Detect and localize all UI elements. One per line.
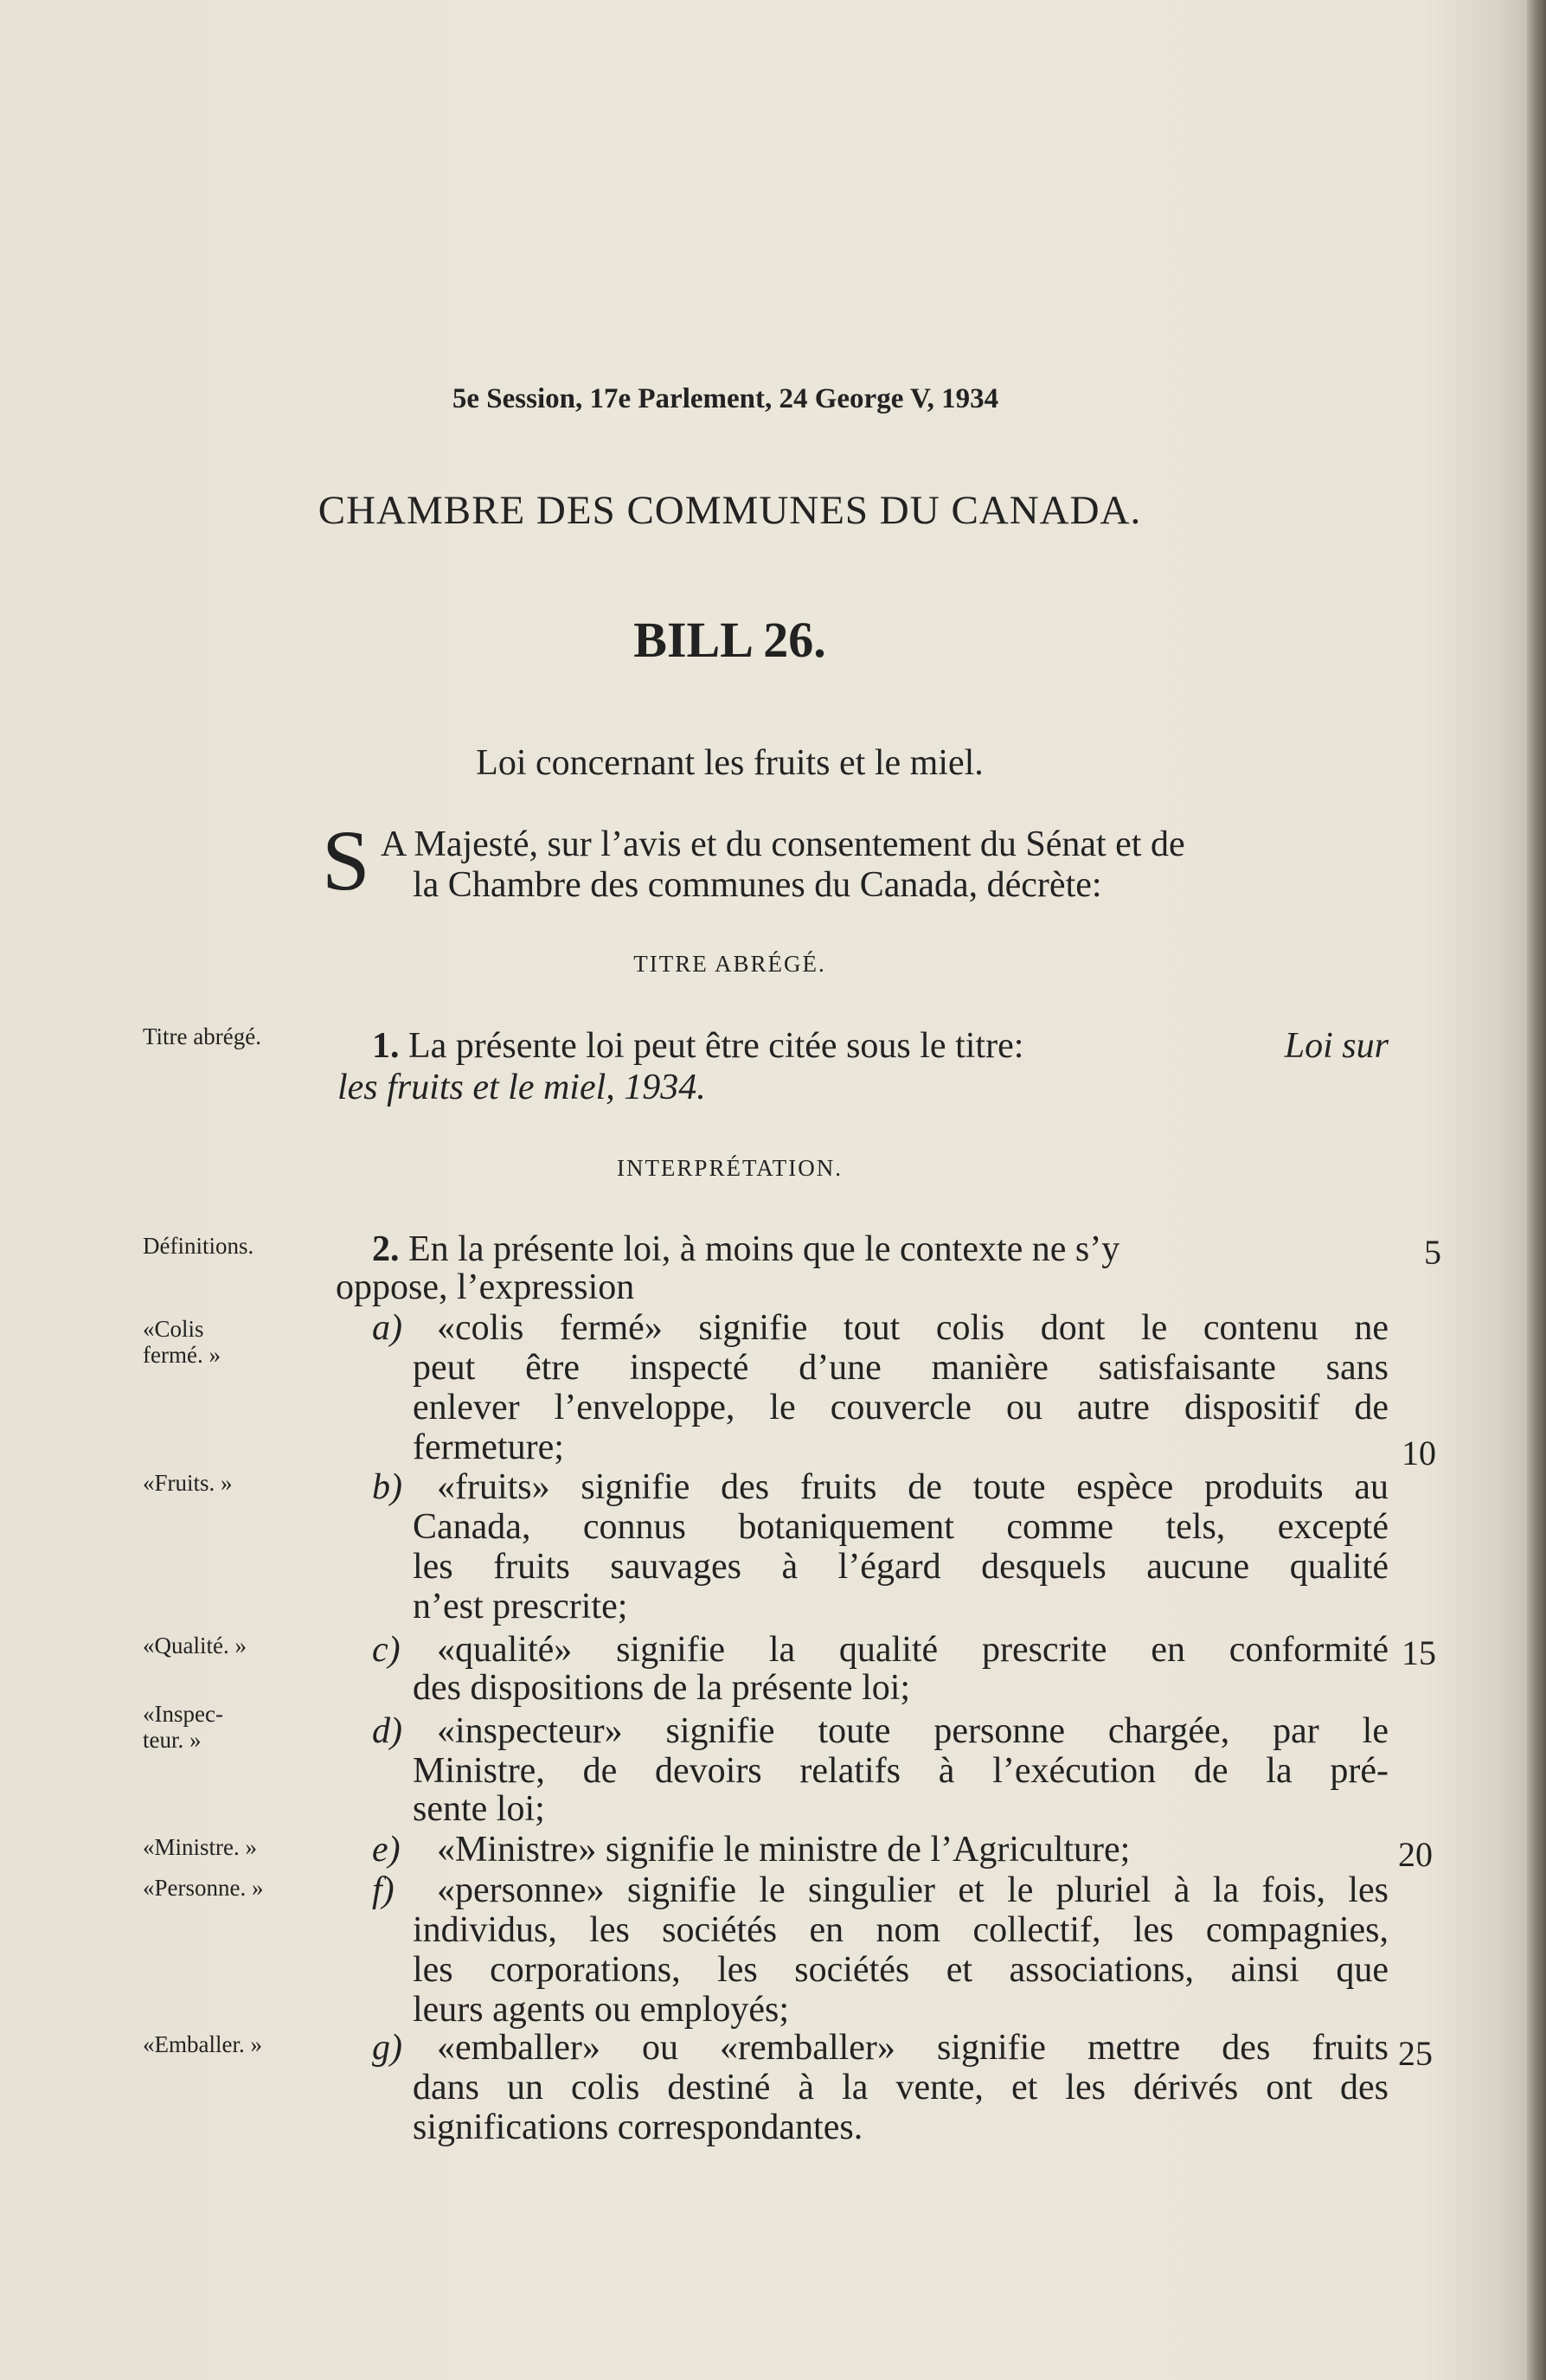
margin-note-line: «Personne. »: [143, 1875, 264, 1901]
house-title: CHAMBRE DES COMMUNES DU CANADA.: [318, 488, 1142, 533]
definition-a-letter: a): [372, 1308, 402, 1348]
section-2-line-1: [372, 1229, 1389, 1269]
definition-a-line-4: fermeture;: [413, 1427, 564, 1467]
line-number-20: 20: [1398, 1835, 1433, 1874]
bill-subtitle: Loi concernant les fruits et le miel.: [476, 743, 984, 783]
definition-b-line-1: «fruits» signifie des fruits de toute espèce produits au: [437, 1467, 1389, 1507]
page-edge-shadow: [1527, 0, 1546, 2380]
definition-e-letter: e): [372, 1830, 401, 1870]
definition-a-line-1: «colis fermé» signifie tout colis dont le contenu ne: [437, 1308, 1389, 1348]
definition-c-letter: c): [372, 1630, 401, 1670]
margin-note-colis: [143, 1316, 221, 1368]
section-2-text: En la présente loi, à moins que le contexte ne s’y: [408, 1229, 1120, 1269]
bill-number: BILL 26.: [633, 612, 826, 668]
definition-b-line-3: les fruits sauvages à l’égard desquels aucune qualité: [413, 1547, 1389, 1587]
section-1-line-2: les fruits et le miel, 1934.: [337, 1068, 706, 1107]
margin-note-line: «Ministre. »: [143, 1834, 257, 1860]
margin-note-ministre: [143, 1834, 257, 1860]
definition-d-line-1: «inspecteur» signifie toute personne chargée, par le: [437, 1711, 1389, 1751]
margin-note-emballer: [143, 2031, 262, 2057]
definition-f-line-3: les corporations, les sociétés et associations, ainsi que: [413, 1950, 1389, 1990]
definition-b-line-2: Canada, connus botaniquement comme tels, excepté: [413, 1507, 1389, 1547]
heading-titre-abrege: TITRE ABRÉGÉ.: [633, 951, 826, 977]
preamble-line-1: A Majesté, sur l’avis et du consentement du Sénat et de: [381, 824, 1185, 864]
margin-note-definitions: Définitions.: [143, 1233, 254, 1259]
line-number-10: 10: [1402, 1434, 1436, 1472]
margin-note-line: «Emballer. »: [143, 2031, 262, 2057]
margin-note-personne: [143, 1875, 263, 1901]
definition-f-line-4: leurs agents ou employés;: [413, 1990, 790, 2030]
session-line: 5e Session, 17e Parlement, 24 George V, 1934: [452, 383, 999, 414]
definition-g-line-2: dans un colis destiné à la vente, et les dérivés ont des: [413, 2068, 1389, 2107]
margin-note-line: fermé. »: [143, 1342, 221, 1368]
definition-g-letter: g): [372, 2028, 402, 2068]
line-number-15: 15: [1402, 1633, 1436, 1672]
heading-interpretation: INTERPRÉTATION.: [616, 1155, 844, 1181]
definition-g-line-3: significations correspondantes.: [413, 2107, 863, 2147]
definition-b-letter: b): [372, 1467, 402, 1507]
line-number-5: 5: [1424, 1233, 1441, 1272]
section-1-line-1: [372, 1026, 1389, 1066]
margin-note-line: «Colis: [143, 1316, 204, 1342]
definition-d-line-2: Ministre, de devoirs relatifs à l’exécution de la pré-: [413, 1751, 1389, 1791]
margin-note-fruits: [143, 1470, 233, 1496]
definition-c-line-2: des dispositions de la présente loi;: [413, 1668, 911, 1708]
definition-f-letter: f): [372, 1870, 395, 1910]
section-2-number: 2.: [372, 1229, 400, 1269]
line-number-25: 25: [1398, 2034, 1433, 2073]
margin-note-line: «Fruits. »: [143, 1470, 233, 1496]
definition-f-line-2: individus, les sociétés en nom collectif, les compagnies,: [413, 1910, 1389, 1950]
margin-note-line: «Qualité. »: [143, 1633, 247, 1658]
section-1-italic-a: Loi sur: [1284, 1026, 1389, 1066]
preamble-line-2: la Chambre des communes du Canada, décrète:: [413, 865, 1102, 905]
preamble-dropcap: S: [322, 812, 370, 908]
margin-note-titre-abrege: Titre abrégé.: [143, 1023, 261, 1049]
definition-c-line-1: «qualité» signifie la qualité prescrite en conformité: [437, 1630, 1389, 1670]
definition-b-line-4: n’est prescrite;: [413, 1587, 628, 1626]
section-2-line-2: oppose, l’expression: [336, 1267, 635, 1307]
definition-a-line-3: enlever l’enveloppe, le couvercle ou autre dispositif de: [413, 1388, 1389, 1427]
definition-g-line-1: «emballer» ou «remballer» signifie mettre des fruits: [437, 2028, 1389, 2068]
margin-note-line: «Inspec-: [143, 1701, 223, 1727]
definition-a-line-2: peut être inspecté d’une manière satisfaisante sans: [413, 1348, 1389, 1388]
margin-note-inspecteur: [143, 1701, 223, 1753]
definition-f-line-1: «personne» signifie le singulier et le pluriel à la fois, les: [437, 1870, 1389, 1910]
definition-e-line-1: «Ministre» signifie le ministre de l’Agriculture;: [437, 1830, 1131, 1870]
margin-note-qualite: [143, 1633, 247, 1658]
section-1-number: 1.: [372, 1026, 400, 1066]
margin-note-line: teur. »: [143, 1727, 202, 1753]
definition-d-letter: d): [372, 1711, 402, 1751]
definition-d-line-3: sente loi;: [413, 1789, 545, 1829]
section-1-text: La présente loi peut être citée sous le titre:: [408, 1026, 1024, 1066]
